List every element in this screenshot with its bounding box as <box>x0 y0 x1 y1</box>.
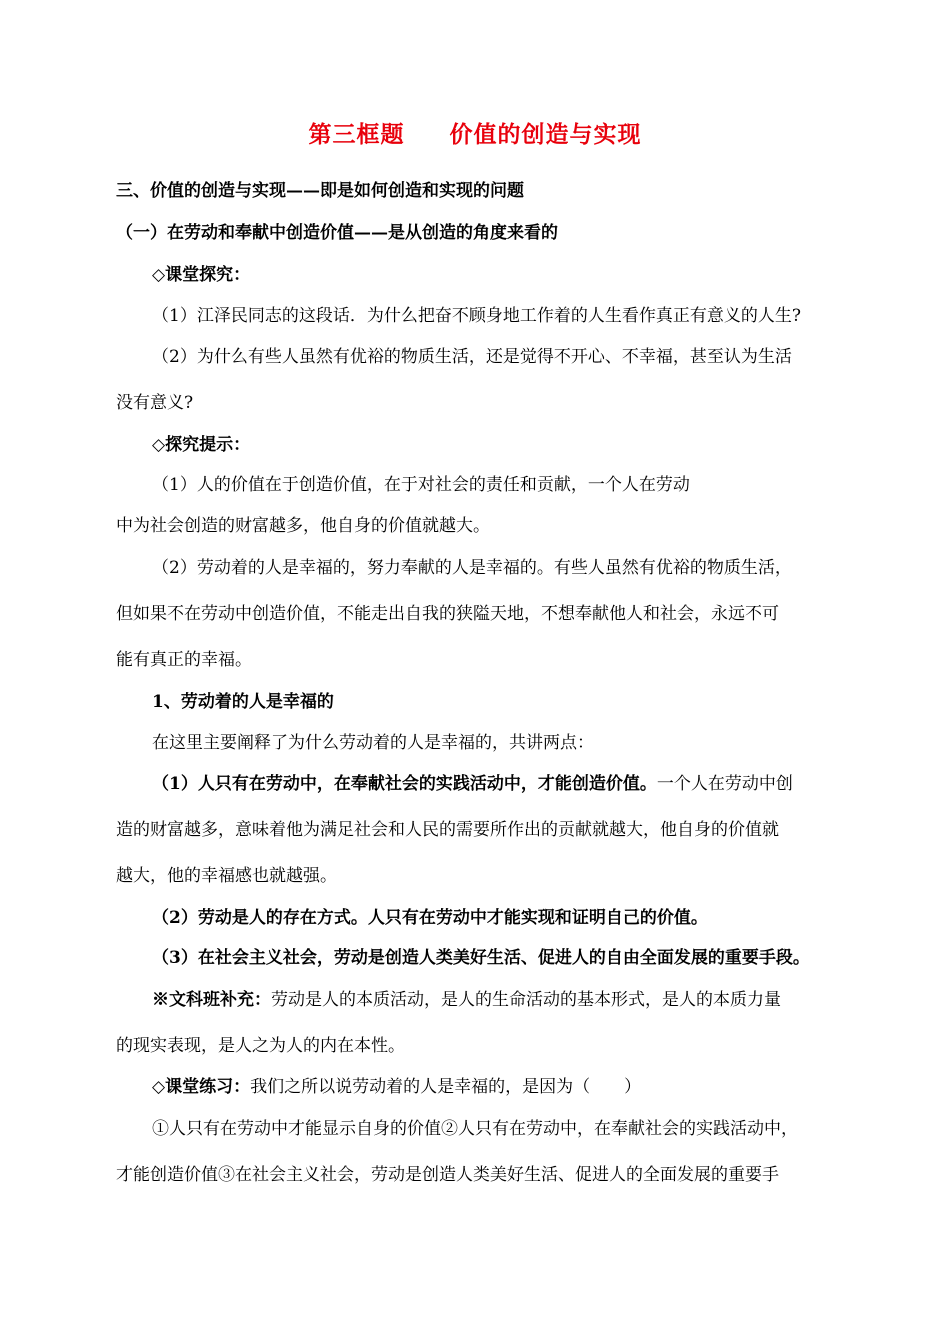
point-1-bold: （1）人只有在劳动中，在奉献社会的实践活动中，才能创造价值。 <box>152 774 657 794</box>
supplement-label: ※文科班补充： <box>152 990 271 1010</box>
page-title: 第三框题 价值的创造与实现 <box>308 121 642 148</box>
answer-2-line-3: 能有真正的幸福。 <box>116 650 252 670</box>
exercise-option-line-2: 才能创造价值③在社会主义社会，劳动是创造人类美好生活、促进人的全面发展的重要手 <box>116 1165 779 1185</box>
supplement-rest: 劳动是人的本质活动，是人的生命活动的基本形式，是人的本质力量 <box>271 990 781 1010</box>
section-heading: 三、价值的创造与实现——即是如何创造和实现的问题 <box>116 181 524 201</box>
exercise-question: 我们之所以说劳动着的人是幸福的，是因为（ ） <box>250 1077 642 1097</box>
answer-1-line-2: 中为社会创造的财富越多，他自身的价值就越大。 <box>116 516 490 536</box>
subheading-1: 1、劳动着的人是幸福的 <box>152 692 334 712</box>
point-1-rest: 一个人在劳动中创 <box>656 774 793 794</box>
point-1-line-2: 造的财富越多，意味着他为满足社会和人民的需要所作出的贡献就越大，他自身的价值就 <box>116 820 779 840</box>
answer-2-line-2: 但如果不在劳动中创造价值，不能走出自我的狭隘天地，不想奉献他人和社会，永远不可 <box>116 604 779 624</box>
answer-2-line-1: （2）劳动着的人是幸福的，努力奉献的人是幸福的。有些人虽然有优裕的物质生活， <box>152 558 792 578</box>
question-2-line-1: （2）为什么有些人虽然有优裕的物质生活，还是觉得不开心、不幸福，甚至认为生活 <box>152 347 792 367</box>
intro-text: 在这里主要阐释了为什么劳动着的人是幸福的，共讲两点： <box>152 733 594 753</box>
supplement-line-2: 的现实表现，是人之为人的内在本性。 <box>116 1036 405 1056</box>
explore-label: ◇课堂探究： <box>152 265 251 285</box>
question-1: （1）江泽民同志的这段话．为什么把奋不顾身地工作着的人生看作真正有意义的人生? <box>152 306 801 326</box>
exercise-label: ◇课堂练习： <box>152 1077 251 1097</box>
subsection-heading: （一）在劳动和奉献中创造价值——是从创造的角度来看的 <box>116 223 558 243</box>
hint-label: ◇探究提示： <box>152 435 251 455</box>
exercise-line <box>152 1075 641 1099</box>
point-1-line-1 <box>152 772 793 796</box>
exercise-option-line-1: ①人只有在劳动中才能显示自身的价值②人只有在劳动中，在奉献社会的实践活动中， <box>152 1119 798 1139</box>
answer-1-line-1: （1）人的价值在于创造价值，在于对社会的责任和贡献，一个人在劳动 <box>152 475 690 495</box>
question-2-line-2: 没有意义? <box>116 393 194 413</box>
point-3: （3）在社会主义社会，劳动是创造人类美好生活、促进人的自由全面发展的重要手段。 <box>152 948 810 968</box>
supplement-line-1 <box>152 988 781 1012</box>
point-2: （2）劳动是人的存在方式。人只有在劳动中才能实现和证明自己的价值。 <box>152 908 708 928</box>
point-1-line-3: 越大，他的幸福感也就越强。 <box>116 866 337 886</box>
